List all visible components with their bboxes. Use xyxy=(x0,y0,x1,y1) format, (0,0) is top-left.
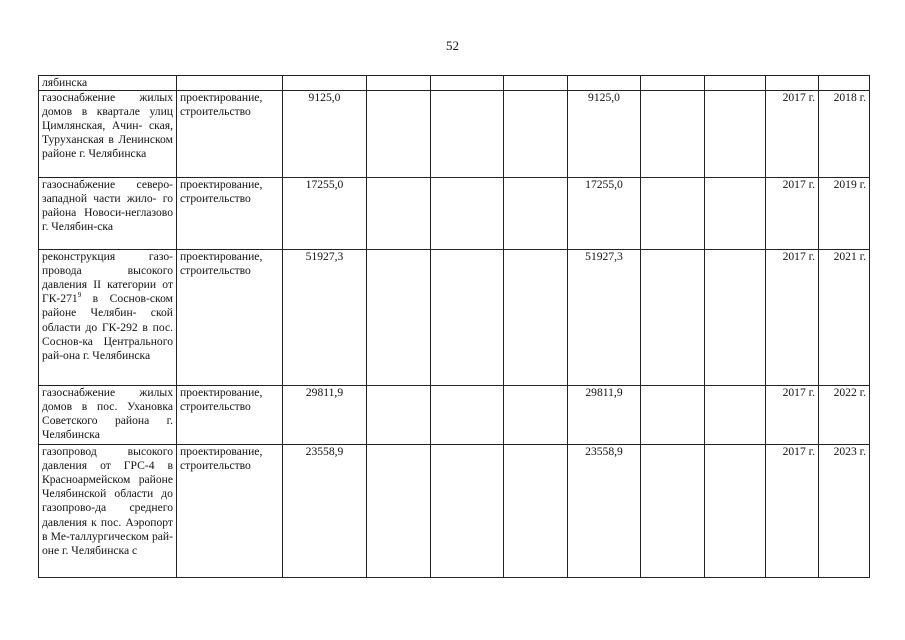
end-year-cell xyxy=(819,76,870,91)
empty-cell xyxy=(431,91,504,178)
object-name-cell: газоснабжение северо-западной части жило- го района Новоси-неглазово г. Челябин-ска xyxy=(39,178,177,250)
empty-cell xyxy=(367,445,431,578)
end-year-cell: 2023 г. xyxy=(819,445,870,578)
empty-cell xyxy=(504,91,568,178)
amount-cell xyxy=(283,76,367,91)
empty-cell xyxy=(431,250,504,386)
amount-cell: 17255,0 xyxy=(568,178,641,250)
end-year-cell: 2019 г. xyxy=(819,178,870,250)
empty-cell xyxy=(504,386,568,445)
empty-cell xyxy=(641,91,705,178)
table-row xyxy=(39,445,870,578)
page-number: 52 xyxy=(446,38,459,53)
work-type-cell xyxy=(177,76,283,91)
table-row xyxy=(39,91,870,178)
empty-cell xyxy=(705,445,766,578)
object-name-cell: реконструкция газо- провода высокого давления II категории от $ГК-271^9$ в Соснов-ском районе Челябин- ской области до ГК-292 в пос. Соснов-ка Центрального рай-она г. Челябинска xyxy=(39,250,177,386)
empty-cell xyxy=(641,386,705,445)
work-type-cell: проектирование, строительство xyxy=(177,445,283,578)
empty-cell xyxy=(367,91,431,178)
work-type-cell: проектирование, строительство xyxy=(177,91,283,178)
empty-cell xyxy=(367,386,431,445)
object-name-cell: газоснабжение жилых домов в квартале улиц Цимлянская, Ачин- ская, Туруханская в Ленинском районе г. Челябинска xyxy=(39,91,177,178)
end-year-cell: 2021 г. xyxy=(819,250,870,386)
table-row xyxy=(39,178,870,250)
empty-cell xyxy=(705,178,766,250)
empty-cell xyxy=(504,76,568,91)
start-year-cell: 2017 г. xyxy=(766,250,819,386)
amount-cell: 29811,9 xyxy=(283,386,367,445)
amount-cell: 51927,3 xyxy=(568,250,641,386)
work-type-cell: проектирование, строительство xyxy=(177,178,283,250)
empty-cell xyxy=(641,178,705,250)
start-year-cell xyxy=(766,76,819,91)
end-year-cell: 2018 г. xyxy=(819,91,870,178)
object-name-cell: газоснабжение жилых домов в пос. Ухановка Советского района г. Челябинска xyxy=(39,386,177,445)
object-name-cell: лябинска xyxy=(39,76,177,91)
empty-cell xyxy=(367,250,431,386)
amount-cell: 9125,0 xyxy=(283,91,367,178)
empty-cell xyxy=(504,445,568,578)
empty-cell xyxy=(705,91,766,178)
amount-cell: 51927,3 xyxy=(283,250,367,386)
start-year-cell: 2017 г. xyxy=(766,178,819,250)
empty-cell xyxy=(641,76,705,91)
empty-cell xyxy=(431,386,504,445)
empty-cell xyxy=(705,386,766,445)
amount-cell: 17255,0 xyxy=(283,178,367,250)
end-year-cell: 2022 г. xyxy=(819,386,870,445)
empty-cell xyxy=(504,178,568,250)
empty-cell xyxy=(431,76,504,91)
empty-cell xyxy=(705,250,766,386)
empty-cell xyxy=(641,250,705,386)
amount-cell xyxy=(568,76,641,91)
empty-cell xyxy=(641,445,705,578)
amount-cell: 9125,0 xyxy=(568,91,641,178)
empty-cell xyxy=(504,250,568,386)
empty-cell xyxy=(367,76,431,91)
table-row xyxy=(39,386,870,445)
empty-cell xyxy=(367,178,431,250)
empty-cell xyxy=(705,76,766,91)
table-row xyxy=(39,250,870,386)
amount-cell: 29811,9 xyxy=(568,386,641,445)
amount-cell: 23558,9 xyxy=(283,445,367,578)
start-year-cell: 2017 г. xyxy=(766,445,819,578)
footnote-marker: 9 xyxy=(77,291,82,300)
work-type-cell: проектирование, строительство xyxy=(177,386,283,445)
amount-cell: 23558,9 xyxy=(568,445,641,578)
object-name-cell: газопровод высокого давления от ГРС-4 в Красноармейском районе Челябинской области до газопрово-да среднего давления к пос. Аэропорт в Ме-таллургическом рай-оне г. Челябинска с xyxy=(39,445,177,578)
work-type-cell: проектирование, строительство xyxy=(177,250,283,386)
start-year-cell: 2017 г. xyxy=(766,386,819,445)
investment-table xyxy=(38,75,870,578)
empty-cell xyxy=(431,445,504,578)
table-row xyxy=(39,76,870,91)
start-year-cell: 2017 г. xyxy=(766,91,819,178)
empty-cell xyxy=(431,178,504,250)
